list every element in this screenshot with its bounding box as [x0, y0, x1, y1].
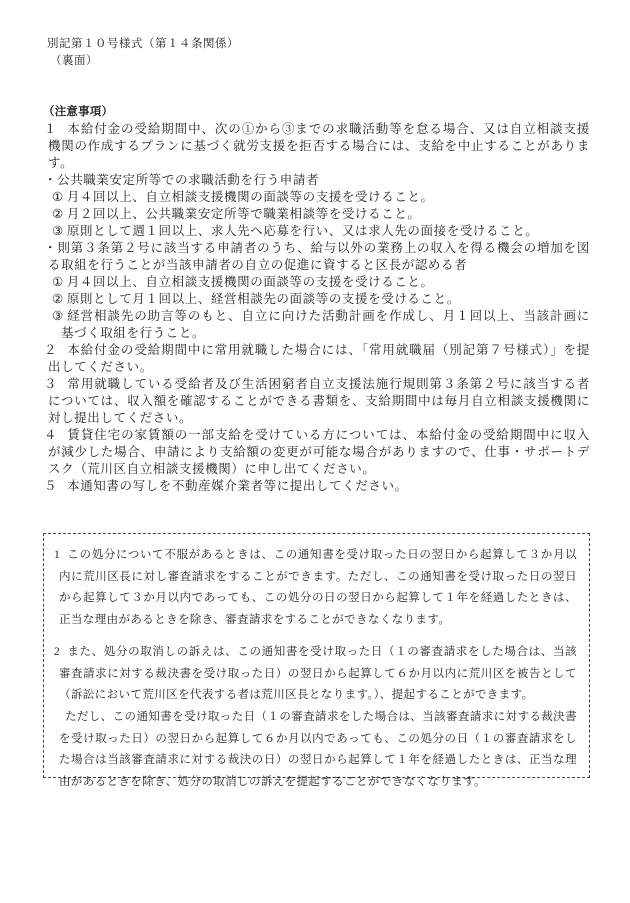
note-item — [43, 172, 590, 189]
note-marker: ２ — [44, 343, 58, 357]
appeal-marker: 2 — [54, 645, 61, 658]
circled-number-icon: ③ — [52, 309, 65, 323]
note-item — [52, 274, 590, 291]
circled-number-icon: ① — [52, 275, 64, 289]
note-item — [52, 189, 590, 206]
bullet-icon: ・ — [44, 241, 58, 255]
note-text: 原則として月１回以上、経営相談先の面談等の支援を受けること。 — [66, 292, 460, 306]
note-item — [52, 291, 590, 308]
note-text: 本給付金の受給期間中に常用就職した場合には、「常用就職届（別記第７号様式）」を提出してください。 — [48, 343, 590, 374]
appeal-text: この処分について不服があるときは、この通知書を受け取った日の翌日から起算して３か月以内に荒川区長に対し審査請求をすることができます。ただし、この通知書を受け取った日の翌日から起算して３か月以内であっても、この処分の日の翌日から起算して１年を経過したときは、正当な理由があるときを除き、審査請求をすることができなくなります。 — [59, 549, 577, 627]
appeal-paragraph — [54, 545, 577, 632]
note-marker: １ — [44, 122, 58, 136]
note-item — [43, 478, 590, 495]
circled-number-icon: ② — [52, 207, 64, 221]
appeal-paragraph — [59, 707, 577, 794]
note-item — [52, 308, 590, 342]
note-marker: ５ — [44, 479, 58, 493]
note-text: 月４回以上、自立相談支援機関の面談等の支援を受けること。 — [66, 275, 434, 289]
note-item — [52, 206, 590, 223]
note-text: 則第３条第２号に該当する申請者のうち、給与以外の業務上の収入を得る機会の増加を図る取組を行うことが当該申請者の自立の促進に資すると区長が認める者 — [48, 241, 590, 272]
notes-title: （注意事項） — [43, 106, 114, 118]
appeal-text: また、処分の取消しの訴えは、この通知書を受け取った日（１の審査請求をした場合は、当該審査請求に対する裁決書を受け取った日）の翌日から起算して６か月以内に荒川区を被告として（訴訟において荒川区を代表する者は荒川区長となります。）、提起することができます。 — [59, 645, 577, 702]
note-marker: ４ — [44, 428, 58, 442]
appeal-item — [54, 545, 577, 632]
bullet-icon: ・ — [44, 173, 58, 187]
note-text: 公共職業安定所等での求職活動を行う申請者 — [57, 173, 320, 187]
note-item — [43, 240, 590, 274]
circled-number-icon: ② — [52, 292, 64, 306]
note-text: 常用就職している受給者及び生活困窮者自立支援法施行規則第３条第２号に該当する者については、収入額を確認することができる書類を、支給期間中は毎月自立相談支援機関に対し提出してください。 — [48, 377, 591, 425]
note-marker: ３ — [44, 377, 58, 391]
note-item — [52, 223, 590, 240]
note-text: 本通知書の写しを不動産媒介業者等に提出してください。 — [67, 479, 408, 493]
side-label: （裏面） — [50, 55, 98, 67]
appeal-item — [54, 642, 577, 794]
note-text: 本給付金の受給期間中、次の①から③までの求職活動等を怠る場合、又は自立相談支援機関の作成するプランに基づく就労支援を拒否する場合には、支給を中止することがあります。 — [48, 122, 591, 170]
note-text: 月２回以上、公共職業安定所等で職業相談等を受けること。 — [66, 207, 421, 221]
appeal-text: ただし、この通知書を受け取った日（１の審査請求をした場合は、当該審査請求に対する裁決書を受け取った日）の翌日から起算して６か月以内であっても、この処分の日（１の審査請求をした場合は当該審査請求に対する裁決の日）の翌日から起算して１年を経過したときは、正当な理由があるときを除き、処分の取消しの訴えを提起することができなくなります。 — [59, 710, 577, 789]
appeal-paragraph — [54, 642, 577, 707]
note-text: 経営相談先の助言等のもと、自立に向けた活動計画を作成し、月１回以上、当該計画に基づく取組を行うこと。 — [61, 309, 590, 340]
note-text: 月４回以上、自立相談支援機関の面談等の支援を受けること。 — [66, 190, 434, 204]
appeal-notice-box — [43, 533, 590, 789]
form-number: 別記第１０号様式（第１４条関係） — [47, 38, 239, 50]
circled-number-icon: ① — [52, 190, 64, 204]
note-item — [43, 427, 590, 478]
appeal-marker: 1 — [54, 549, 61, 561]
note-text: 賃貸住宅の家賃額の一部支給を受けている方については、本給付金の受給期間中に収入が減少した場合、申請により支給額の変更が可能な場合がありますので、仕事・サポートデスク（荒川区自立相談支援機関）に申し出てください。 — [48, 428, 590, 476]
note-item — [43, 121, 590, 172]
note-item — [43, 376, 590, 427]
document-header — [47, 36, 239, 70]
notes-section — [43, 104, 590, 495]
note-item — [43, 342, 590, 376]
circled-number-icon: ③ — [52, 224, 64, 238]
note-text: 原則として週１回以上、求人先へ応募を行い、又は求人先の面接を受けること。 — [66, 224, 539, 238]
